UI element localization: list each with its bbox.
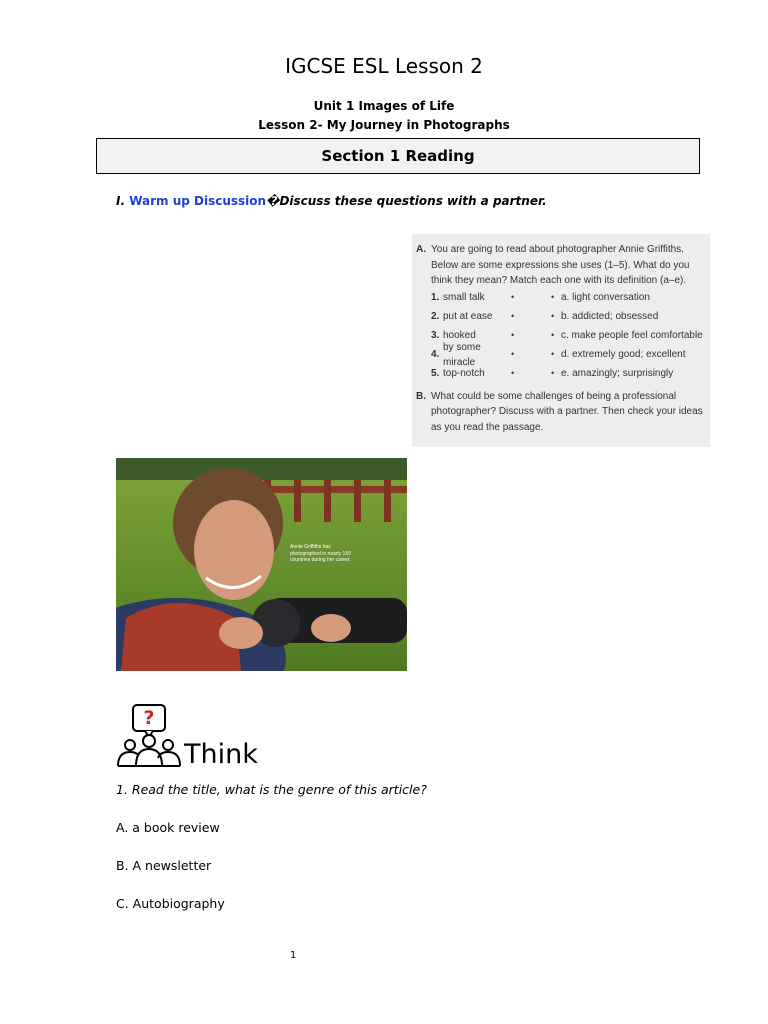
match-dot-right: • bbox=[551, 292, 555, 303]
match-dot-left: • bbox=[511, 292, 515, 303]
section-heading-box bbox=[96, 138, 700, 174]
think-discussion-icon bbox=[116, 704, 184, 768]
match-number: 5. bbox=[431, 368, 440, 380]
exercise-a-text: You are going to read about photographer Annie Griffiths. Below are some expressions she uses (1–5). What do you think they mean? Match each one with its definition (a–e). bbox=[431, 244, 690, 286]
match-list bbox=[431, 289, 704, 384]
photo-caption: Annie Griffiths has photographed in nearly 150 countries during her career. bbox=[290, 544, 351, 563]
match-definition: b. addicted; obsessed bbox=[561, 311, 659, 323]
match-term: hooked bbox=[443, 330, 476, 342]
warmup-numeral: I. bbox=[116, 194, 130, 208]
exercise-b-letter: B. bbox=[416, 390, 426, 402]
warmup-instruction bbox=[116, 194, 547, 208]
exercise-a-letter: A. bbox=[416, 244, 426, 255]
match-dot-left: • bbox=[511, 368, 515, 379]
section-title: Section 1 Reading bbox=[321, 147, 475, 165]
match-dot-right: • bbox=[551, 349, 555, 360]
match-dot-left: • bbox=[511, 330, 515, 341]
match-row bbox=[431, 365, 704, 384]
warmup-label: Warm up Discussion bbox=[129, 194, 267, 208]
match-number: 2. bbox=[431, 311, 440, 323]
exercise-a bbox=[416, 242, 704, 289]
exercise-b-text: What could be some challenges of being a professional photographer? Discuss with a partner. Then check your ideas as you read the passage. bbox=[431, 390, 703, 433]
match-term: top-notch bbox=[443, 368, 485, 380]
match-definition: e. amazingly; surprisingly bbox=[561, 368, 674, 380]
match-row bbox=[431, 308, 704, 327]
match-term: put at ease bbox=[443, 311, 493, 323]
lesson-heading: Lesson 2- My Journey in Photographs bbox=[258, 118, 510, 132]
unit-heading: Unit 1 Images of Life bbox=[313, 99, 455, 113]
match-number: 4. bbox=[431, 349, 440, 361]
question-1: 1. Read the title, what is the genre of this article? bbox=[116, 782, 427, 797]
option-b: B. A newsletter bbox=[116, 858, 212, 873]
warmup-separator: � bbox=[266, 194, 280, 208]
match-term: by some miracle bbox=[443, 341, 481, 368]
question-mark-icon: ? bbox=[143, 707, 155, 729]
match-dot-left: • bbox=[511, 349, 515, 360]
match-dot-right: • bbox=[551, 330, 555, 341]
option-c: C. Autobiography bbox=[116, 896, 225, 911]
match-row bbox=[431, 341, 704, 368]
option-a: A. a book review bbox=[116, 820, 220, 835]
match-definition: d. extremely good; excellent bbox=[561, 349, 686, 361]
exercise-b bbox=[416, 389, 704, 436]
match-dot-right: • bbox=[551, 368, 555, 379]
match-term: small talk bbox=[443, 292, 485, 304]
match-number: 1. bbox=[431, 292, 440, 304]
vocabulary-exercise-image bbox=[412, 234, 710, 447]
page-number: 1 bbox=[290, 950, 297, 961]
warmup-text: Discuss these questions with a partner. bbox=[279, 194, 547, 208]
match-dot-right: • bbox=[551, 311, 555, 322]
photo-illustration bbox=[116, 458, 407, 671]
match-row bbox=[431, 289, 704, 308]
match-definition: a. light conversation bbox=[561, 292, 650, 304]
photographer-photo bbox=[116, 458, 407, 671]
match-definition: c. make people feel comfortable bbox=[561, 330, 703, 342]
document-title: IGCSE ESL Lesson 2 bbox=[285, 54, 483, 78]
match-number: 3. bbox=[431, 330, 440, 342]
match-dot-left: • bbox=[511, 311, 515, 322]
think-label: Think bbox=[184, 739, 258, 770]
